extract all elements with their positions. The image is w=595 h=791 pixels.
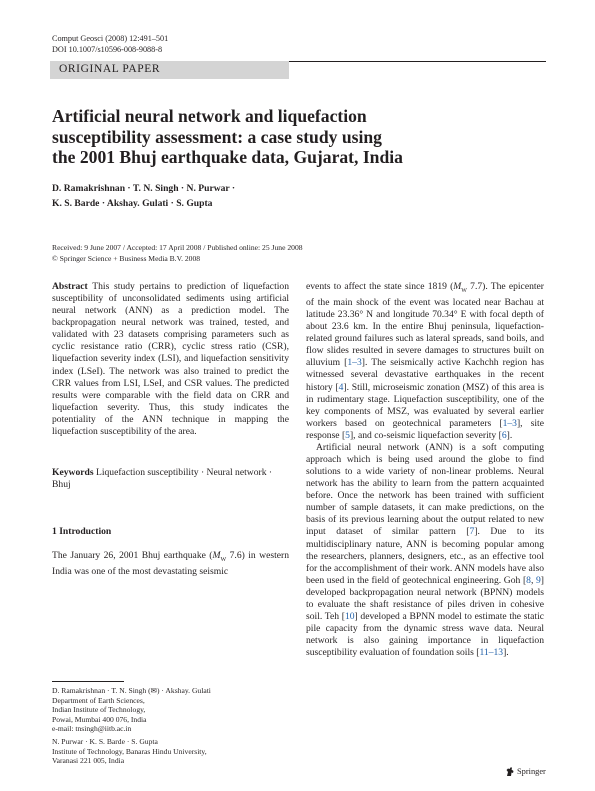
body-text: ]. Due to its multidisciplinary nature, ANN is becoming popular among the researchers, planners, designers, etc., as an effective tool for the accomplishment of their work. ANN models have also been used in the field of geotechnical engineering. Goh [ [306, 526, 544, 586]
body-text: 7.7). The epicenter of the main shock of the event was located near Bachau at latitude 23.36° N and longitude 70.34° E with focal depth of about 23.6 km. In the entire Bhuj peninsula, liquefaction-related ground failures such as lateral spreads, sand boils, and flow slides resulted in severe damages to structures built on alluvium [ [306, 281, 544, 369]
magnitude-symbol: M [212, 550, 221, 561]
title-line: the 2001 Bhuj earthquake data, Gujarat, India [52, 147, 403, 167]
citation-link[interactable]: 1–3 [502, 417, 517, 429]
citation-link[interactable]: 5 [345, 429, 350, 441]
affiliation-line: Powai, Mumbai 400 076, India [52, 714, 147, 724]
affiliation-names: D. Ramakrishnan · T. N. Singh (✉) · Akshay. Gulati [52, 686, 211, 695]
body-text: ] developed backpropagation neural network (BPNN) models to evaluate the shaft resistance of piles driven in cohesive soil. Teh [ [306, 574, 544, 623]
citation-link[interactable]: 6 [501, 429, 507, 441]
paper-title [52, 106, 522, 168]
intro-paragraph [52, 550, 289, 578]
abstract-text: This study pertains to prediction of liquefaction susceptibility of unconsolidated sediments using artificial neural network (ANN) as a prediction model. The backpropagation neural network was trained, tested, and validated with 23 datasets comprising parameters such as cyclic resistance ratio (CRR), cyclic stress ratio (CSR), liquefaction severity index (LSI), and liquefaction sensitivity index (LSeI). The network was also trained to predict the CRR values from LSI, LSeI, and CSR values. The predicted results were comparable with the field data on CRR and liquefaction severity. Thus, this study indicates the potentiality of the ANN technique in mapping the liquefaction susceptibility of the area. [52, 281, 289, 437]
publisher-name: Springer [517, 767, 546, 776]
article-type-label: ORIGINAL PAPER [59, 63, 161, 75]
footnote-rule [52, 681, 124, 682]
affiliation-names: N. Purwar · K. S. Barde · S. Gupta [52, 737, 158, 746]
affiliation-line: Varanasi 221 005, India [52, 756, 125, 766]
publication-dates [52, 243, 532, 264]
affiliation-line: Department of Earth Sciences, [52, 695, 145, 705]
journal-doi: DOI 10.1007/s10596-008-9088-8 [52, 45, 163, 54]
author-line: K. S. Barde · Akshay. Gulati · S. Gupta [52, 197, 213, 209]
magnitude-symbol: M [453, 281, 462, 292]
body-paragraph [306, 442, 544, 659]
affiliation-block [52, 686, 289, 734]
body-text: ]. The seismically active Kachchh region has witnessed several devastative earthquakes in the recent history [ [306, 357, 544, 393]
abstract-label: Abstract [52, 281, 88, 292]
body-text: ]. [506, 429, 513, 441]
abstract [52, 281, 289, 438]
body-text: ], site response [ [306, 417, 544, 441]
citation-link[interactable]: 4 [338, 381, 344, 393]
journal-citation: Comput Geosci (2008) 12:491–501 [52, 34, 169, 43]
keywords-label: Keywords [52, 467, 94, 478]
magnitude-subscript: W [220, 556, 227, 563]
affiliation-line: Institute of Technology, Banaras Hindu University, [52, 746, 207, 756]
citation-link[interactable]: 1–3 [347, 357, 362, 369]
intro-text: The January 26, 2001 Bhuj earthquake ( [52, 550, 213, 561]
journal-header [52, 33, 168, 55]
citation-link[interactable]: 7 [469, 526, 475, 538]
body-text: events to affect the state since 1819 ( [306, 281, 454, 292]
intro-text: 7.6) in western India was one of the most devastating seismic [52, 550, 289, 577]
title-line: Artificial neural network and liquefaction [52, 106, 367, 126]
body-text: Artificial neural network (ANN) is a soft computing approach which is being used around the globe to find solutions to a wide variety of non-linear problems. Neural network has the ability to learn from the pattern acquainted before. Once the network has been trained with sufficient number of sample datasets, it can make predictions, on the basis of its previous learning about the output related to new input dataset of similar pattern [ [306, 441, 544, 538]
body-text: ]. [503, 647, 509, 659]
magnitude-subscript: W [461, 287, 467, 294]
keywords-text: Liquefaction susceptibility · Neural network · Bhuj [52, 467, 273, 491]
publisher-logo [505, 766, 546, 777]
author-line: D. Ramakrishnan · T. N. Singh · N. Purwar · [52, 183, 236, 194]
body-text: ]. Still, microseismic zonation (MSZ) of this area is in rudimentary stage. Liquefaction susceptibility, one of the key components of MSZ, was evaluated by several earlier workers based on geotechnical parameters [ [306, 381, 544, 429]
email-link[interactable]: e-mail: tnsingh@iitb.ac.in [52, 724, 132, 734]
citation-link[interactable]: 8 [526, 574, 531, 586]
header-rule [289, 61, 546, 62]
body-text: , [530, 574, 536, 586]
affiliation-line: Indian Institute of Technology, [52, 705, 146, 715]
title-line: susceptibility assessment: a case study using [52, 126, 382, 147]
body-paragraph [306, 281, 544, 442]
citation-link[interactable]: 9 [536, 574, 541, 586]
citation-link[interactable]: 10 [344, 611, 355, 623]
keywords [52, 467, 289, 491]
citation-link[interactable]: 11–13 [479, 647, 504, 659]
body-text: ], and co-seismic liquefaction severity [ [349, 429, 502, 441]
right-column [306, 281, 544, 659]
copyright-line: © Springer Science + Business Media B.V. 2008 [52, 253, 201, 263]
springer-horse-icon [505, 766, 515, 777]
article-type-banner [50, 61, 289, 79]
body-text: ] developed a BPNN model to estimate the static pile capacity from the dynamic stress wave data. Neural network is also gaining importance in liquefaction susceptibility evaluation of foundation soils [ [306, 611, 544, 659]
author-list [52, 182, 532, 211]
section-heading-introduction: 1 Introduction [52, 526, 112, 537]
history-line: Received: 9 June 2007 / Accepted: 17 April 2008 / Published online: 25 June 2008 [52, 243, 303, 252]
affiliation-block [52, 737, 289, 766]
